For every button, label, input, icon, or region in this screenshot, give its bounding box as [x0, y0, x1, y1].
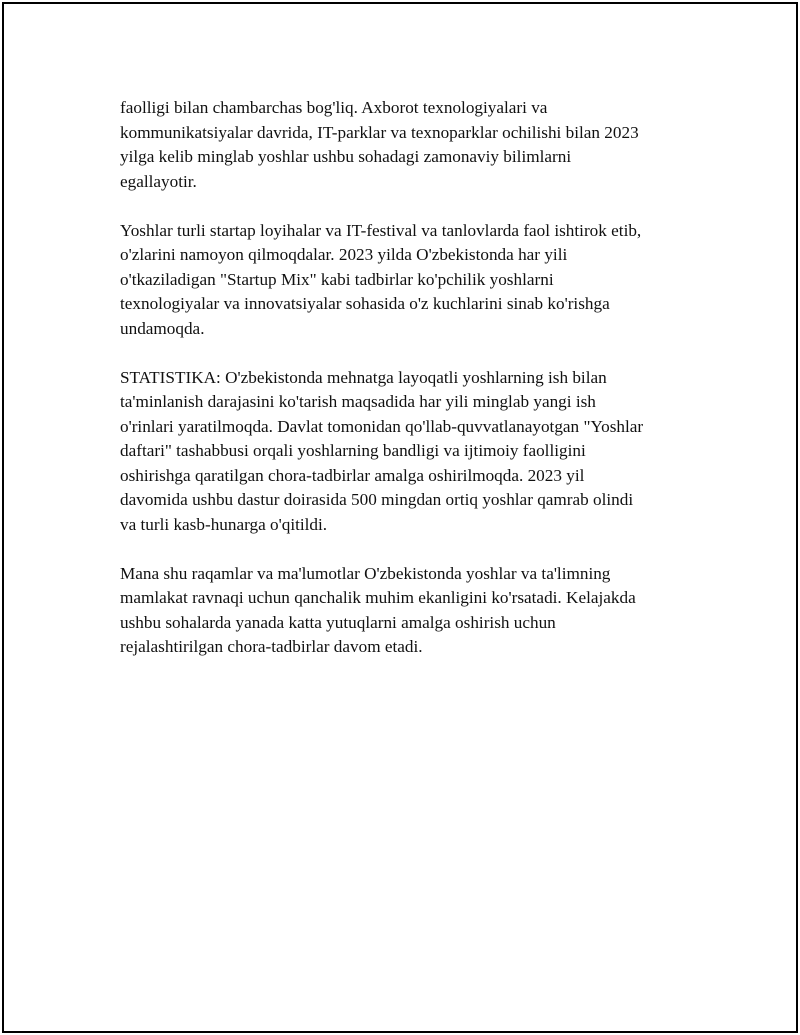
paragraph-4 [120, 562, 700, 660]
text-line: o'rinlari yaratilmoqda. Davlat tomonidan qo'llab-quvvatlanayotgan "Yoshlar [120, 416, 644, 436]
text-line: Mana shu raqamlar va ma'lumotlar O'zbekistonda yoshlar va ta'limning [120, 563, 611, 583]
text-line: Yoshlar turli startap loyihalar va IT-festival va tanlovlarda faol ishtirok etib, [120, 220, 642, 240]
text-line: o'zlarini namoyon qilmoqdalar. 2023 yilda O'zbekistonda har yili [120, 245, 568, 264]
text-line: STATISTIKA: O'zbekistonda mehnatga layoqatli yoshlarning ish bilan [120, 367, 607, 387]
text-line: texnologiyalar va innovatsiyalar sohasida o'z kuchlarini sinab ko'rishga [120, 294, 610, 313]
text-line: faolligi bilan chambarchas bog'liq. Axborot texnologiyalari va [120, 98, 548, 117]
text-line: va turli kasb-hunarga o'qitildi. [120, 514, 328, 534]
text-line: egallayotir. [120, 171, 197, 191]
paragraph-2 [120, 219, 700, 342]
text-line: davomida ushbu dastur doirasida 500 mingdan ortiq yoshlar qamrab olindi [120, 490, 634, 509]
page-frame [2, 2, 798, 1033]
paragraph-1 [120, 96, 700, 194]
document-body [120, 96, 700, 684]
text-line: undamoqda. [120, 318, 205, 338]
text-line: yilga kelib minglab yoshlar ushbu sohadagi zamonaviy bilimlarni [120, 147, 572, 166]
paragraph-3-statistics [120, 366, 700, 538]
text-line: mamlakat ravnaqi uchun qanchalik muhim ekanligini ko'rsatadi. Kelajakda [120, 588, 636, 607]
text-line: oshirishga qaratilgan chora-tadbirlar amalga oshirilmoqda. 2023 yil [120, 465, 585, 485]
text-line: ta'minlanish darajasini ko'tarish maqsadida har yili minglab yangi ish [120, 392, 596, 411]
text-line: daftari" tashabbusi orqali yoshlarning bandligi va ijtimoiy faolligini [120, 441, 586, 460]
text-line: kommunikatsiyalar davrida, IT-parklar va texnoparklar ochilishi bilan 2023 [120, 122, 639, 142]
text-line: ushbu sohalarda yanada katta yutuqlarni amalga oshirish uchun [120, 612, 556, 632]
text-line: rejalashtirilgan chora-tadbirlar davom etadi. [120, 637, 423, 656]
text-line: o'tkaziladigan "Startup Mix" kabi tadbirlar ko'pchilik yoshlarni [120, 269, 554, 289]
